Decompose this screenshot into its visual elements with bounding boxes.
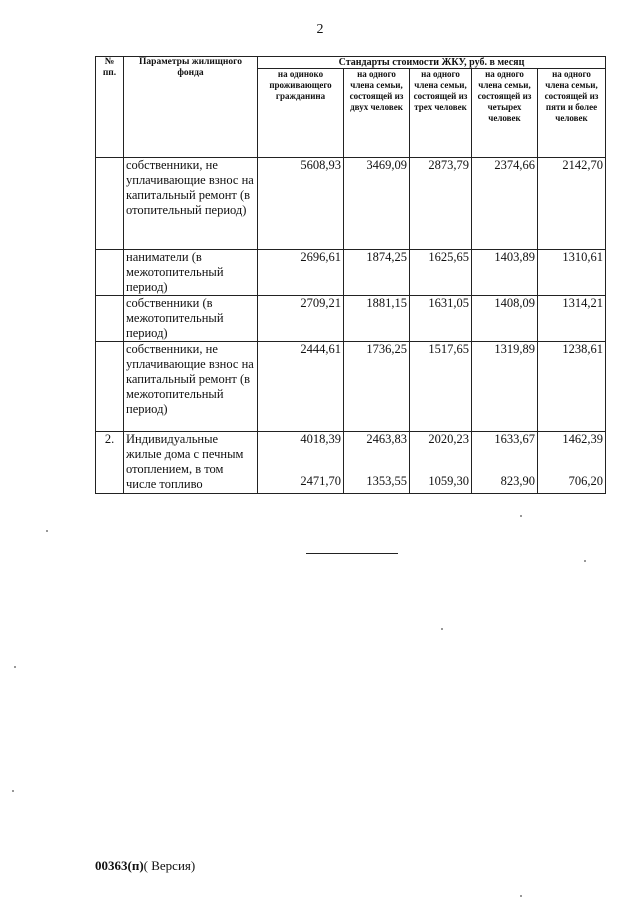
- row-number: 2.: [96, 432, 124, 494]
- document-version: ( Версия): [143, 858, 196, 873]
- scan-speck: [520, 895, 522, 897]
- value-total: 1462,39: [562, 432, 603, 446]
- value-two: 1736,25: [344, 342, 410, 432]
- value-single: 2444,61: [258, 342, 344, 432]
- value-single: [258, 432, 344, 494]
- table-row: [96, 432, 606, 494]
- row-parameter: Индивидуальные жилые дома с печным отоплением, в том числе топливо: [124, 432, 258, 494]
- value-total: 4018,39: [300, 432, 341, 446]
- value-total: 2020,23: [428, 432, 469, 446]
- value-three: 1631,05: [410, 296, 472, 342]
- value-three: [410, 432, 472, 494]
- value-fuel: 823,90: [500, 474, 535, 488]
- value-two: 1881,15: [344, 296, 410, 342]
- row-parameter: собственники (в межотопительный период): [124, 296, 258, 342]
- value-five: 2142,70: [538, 158, 606, 250]
- row-number: [96, 342, 124, 432]
- row-number: [96, 250, 124, 296]
- value-two: 3469,09: [344, 158, 410, 250]
- value-four: 1408,09: [472, 296, 538, 342]
- value-four: 1319,89: [472, 342, 538, 432]
- value-five: 1310,61: [538, 250, 606, 296]
- scan-speck: [584, 560, 586, 562]
- header-single-person: на одиноко проживающего гражданина: [258, 69, 344, 158]
- value-five: 1238,61: [538, 342, 606, 432]
- header-family-of-three: на одного члена семьи, состоящей из трех человек: [410, 69, 472, 158]
- scan-speck: [14, 666, 16, 668]
- table-row: [96, 250, 606, 296]
- value-fuel: 1059,30: [428, 474, 469, 488]
- value-total: 2463,83: [366, 432, 407, 446]
- value-two: 1874,25: [344, 250, 410, 296]
- row-number: [96, 158, 124, 250]
- value-four: [472, 432, 538, 494]
- scan-speck: [12, 790, 14, 792]
- header-family-of-two: на одного члена семьи, состоящей из двух человек: [344, 69, 410, 158]
- header-standards: Стандарты стоимости ЖКУ, руб. в месяц: [258, 57, 606, 69]
- value-fuel: 706,20: [568, 474, 603, 488]
- value-three: 1517,65: [410, 342, 472, 432]
- scan-speck: [46, 530, 48, 532]
- housing-cost-standards-table: [95, 56, 606, 494]
- table-row: [96, 296, 606, 342]
- value-two: [344, 432, 410, 494]
- header-parameters: Параметры жилищного фонда: [124, 57, 258, 158]
- value-three: 2873,79: [410, 158, 472, 250]
- end-of-document-line: [306, 553, 398, 554]
- value-single: 5608,93: [258, 158, 344, 250]
- row-parameter: собственники, не уплачивающие взнос на капитальный ремонт (в межотопительный период): [124, 342, 258, 432]
- value-single: 2696,61: [258, 250, 344, 296]
- row-parameter: наниматели (в межотопительный период): [124, 250, 258, 296]
- scan-speck: [441, 628, 443, 630]
- row-parameter: собственники, не уплачивающие взнос на капитальный ремонт (в отопительный период): [124, 158, 258, 250]
- header-family-of-five-plus: на одного члена семьи, состоящей из пяти и более человек: [538, 69, 606, 158]
- value-four: 2374,66: [472, 158, 538, 250]
- value-five: 1314,21: [538, 296, 606, 342]
- value-single: 2709,21: [258, 296, 344, 342]
- table-row: [96, 342, 606, 432]
- value-three: 1625,65: [410, 250, 472, 296]
- table-row: [96, 158, 606, 250]
- value-fuel: 1353,55: [366, 474, 407, 488]
- header-family-of-four: на одного члена семьи, состоящей из четырех человек: [472, 69, 538, 158]
- value-four: 1403,89: [472, 250, 538, 296]
- value-five: [538, 432, 606, 494]
- page-number: 2: [316, 22, 324, 37]
- document-footer: [95, 858, 195, 874]
- value-fuel: 2471,70: [300, 474, 341, 488]
- scan-speck: [520, 515, 522, 517]
- row-number: [96, 296, 124, 342]
- document-code: 00363(п): [95, 858, 144, 873]
- value-total: 1633,67: [494, 432, 535, 446]
- header-number: № пп.: [96, 57, 124, 158]
